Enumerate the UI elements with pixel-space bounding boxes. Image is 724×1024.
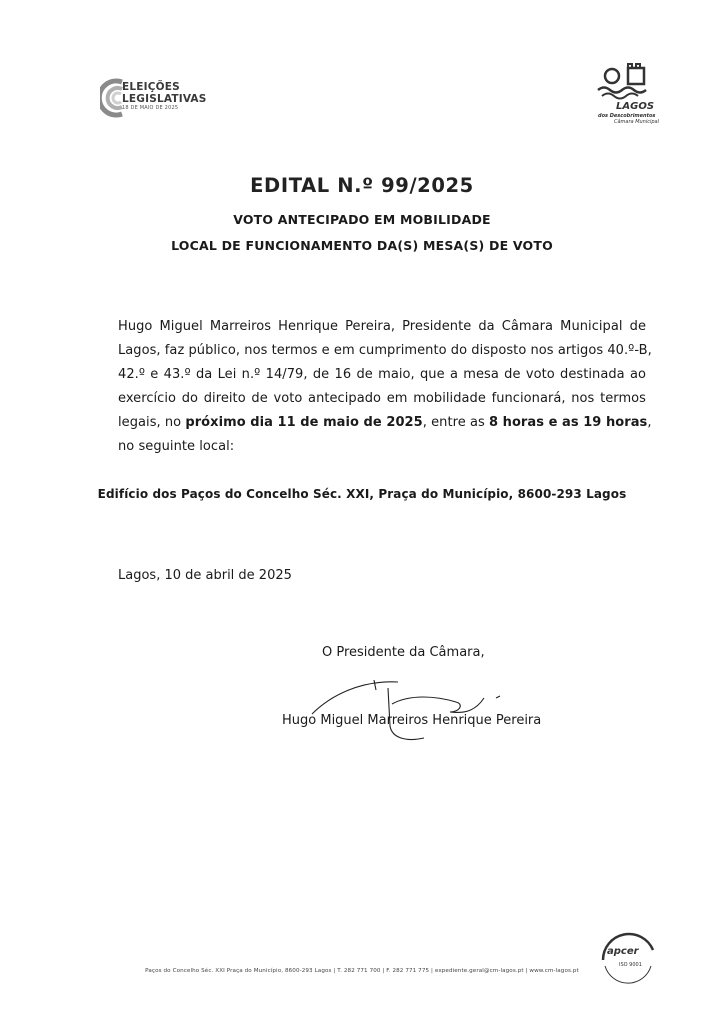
paragraph-line: no seguinte local: [118,439,235,454]
paragraph-line: exercício do direito de voto antecipado em mobilidade funcionará, nos termos [118,391,646,406]
elections-logo [100,72,220,124]
paragraph-text: , entre as [422,415,489,430]
document-subtitle-2: LOCAL DE FUNCIONAMENTO DA(S) MESA(S) DE VOTO [171,238,553,253]
paragraph-line: Hugo Miguel Marreiros Henrique Pereira, Presidente da Câmara Municipal de [118,319,646,334]
paragraph-line: Lagos, faz público, nos termos e em cumprimento do disposto nos artigos 40.º-B, [118,343,652,358]
elections-logo-date: 18 DE MAIO DE 2025 [122,105,179,111]
signatory-name: Hugo Miguel Marreiros Henrique Pereira [282,713,542,728]
elections-logo-line1: ELEIÇÕES [122,81,180,93]
apcer-brand: apcer [607,946,639,957]
apcer-standard: ISO 9001 [619,962,642,968]
lagos-logo-tagline: dos Descobrimentos [598,113,656,119]
lagos-logo-name: LAGOS [616,101,655,112]
lagos-municipality-logo [588,62,658,126]
voting-date: próximo dia 11 de maio de 2025 [185,415,423,430]
handwritten-signature [300,668,520,748]
lagos-castle-waves-icon [588,62,658,104]
document-title: EDITAL N.º 99/2025 [250,174,474,197]
document-subtitle-1: VOTO ANTECIPADO EM MOBILIDADE [233,212,491,227]
paragraph-line-with-dates [118,411,652,435]
paragraph-line: 42.º e 43.º da Lei n.º 14/79, de 16 de maio, que a mesa de voto destinada ao [118,367,646,382]
elections-logo-line2: LEGISLATIVAS [122,92,207,105]
voting-hours: 8 horas e as 19 horas [488,415,648,430]
body-paragraph [118,315,652,459]
paragraph-text: , [647,415,652,430]
paragraph-text: legais, no [118,415,186,430]
apcer-certification-seal [593,926,663,986]
footer-contact-info: Paços do Concelho Séc. XXI Praça do Município, 8600-293 Lagos | T. 282 771 700 | F. 282 771 775 | expediente.geral@cm-lagos.pt | www.cm-lagos.pt [145,968,579,974]
place-and-date: Lagos, 10 de abril de 2025 [118,568,292,583]
signatory-title: O Presidente da Câmara, [322,645,485,660]
lagos-logo-subtitle: Câmara Municipal [614,119,660,125]
voting-location-address: Edifício dos Paços do Concelho Séc. XXI, Praça do Município, 8600-293 Lagos [97,487,627,501]
